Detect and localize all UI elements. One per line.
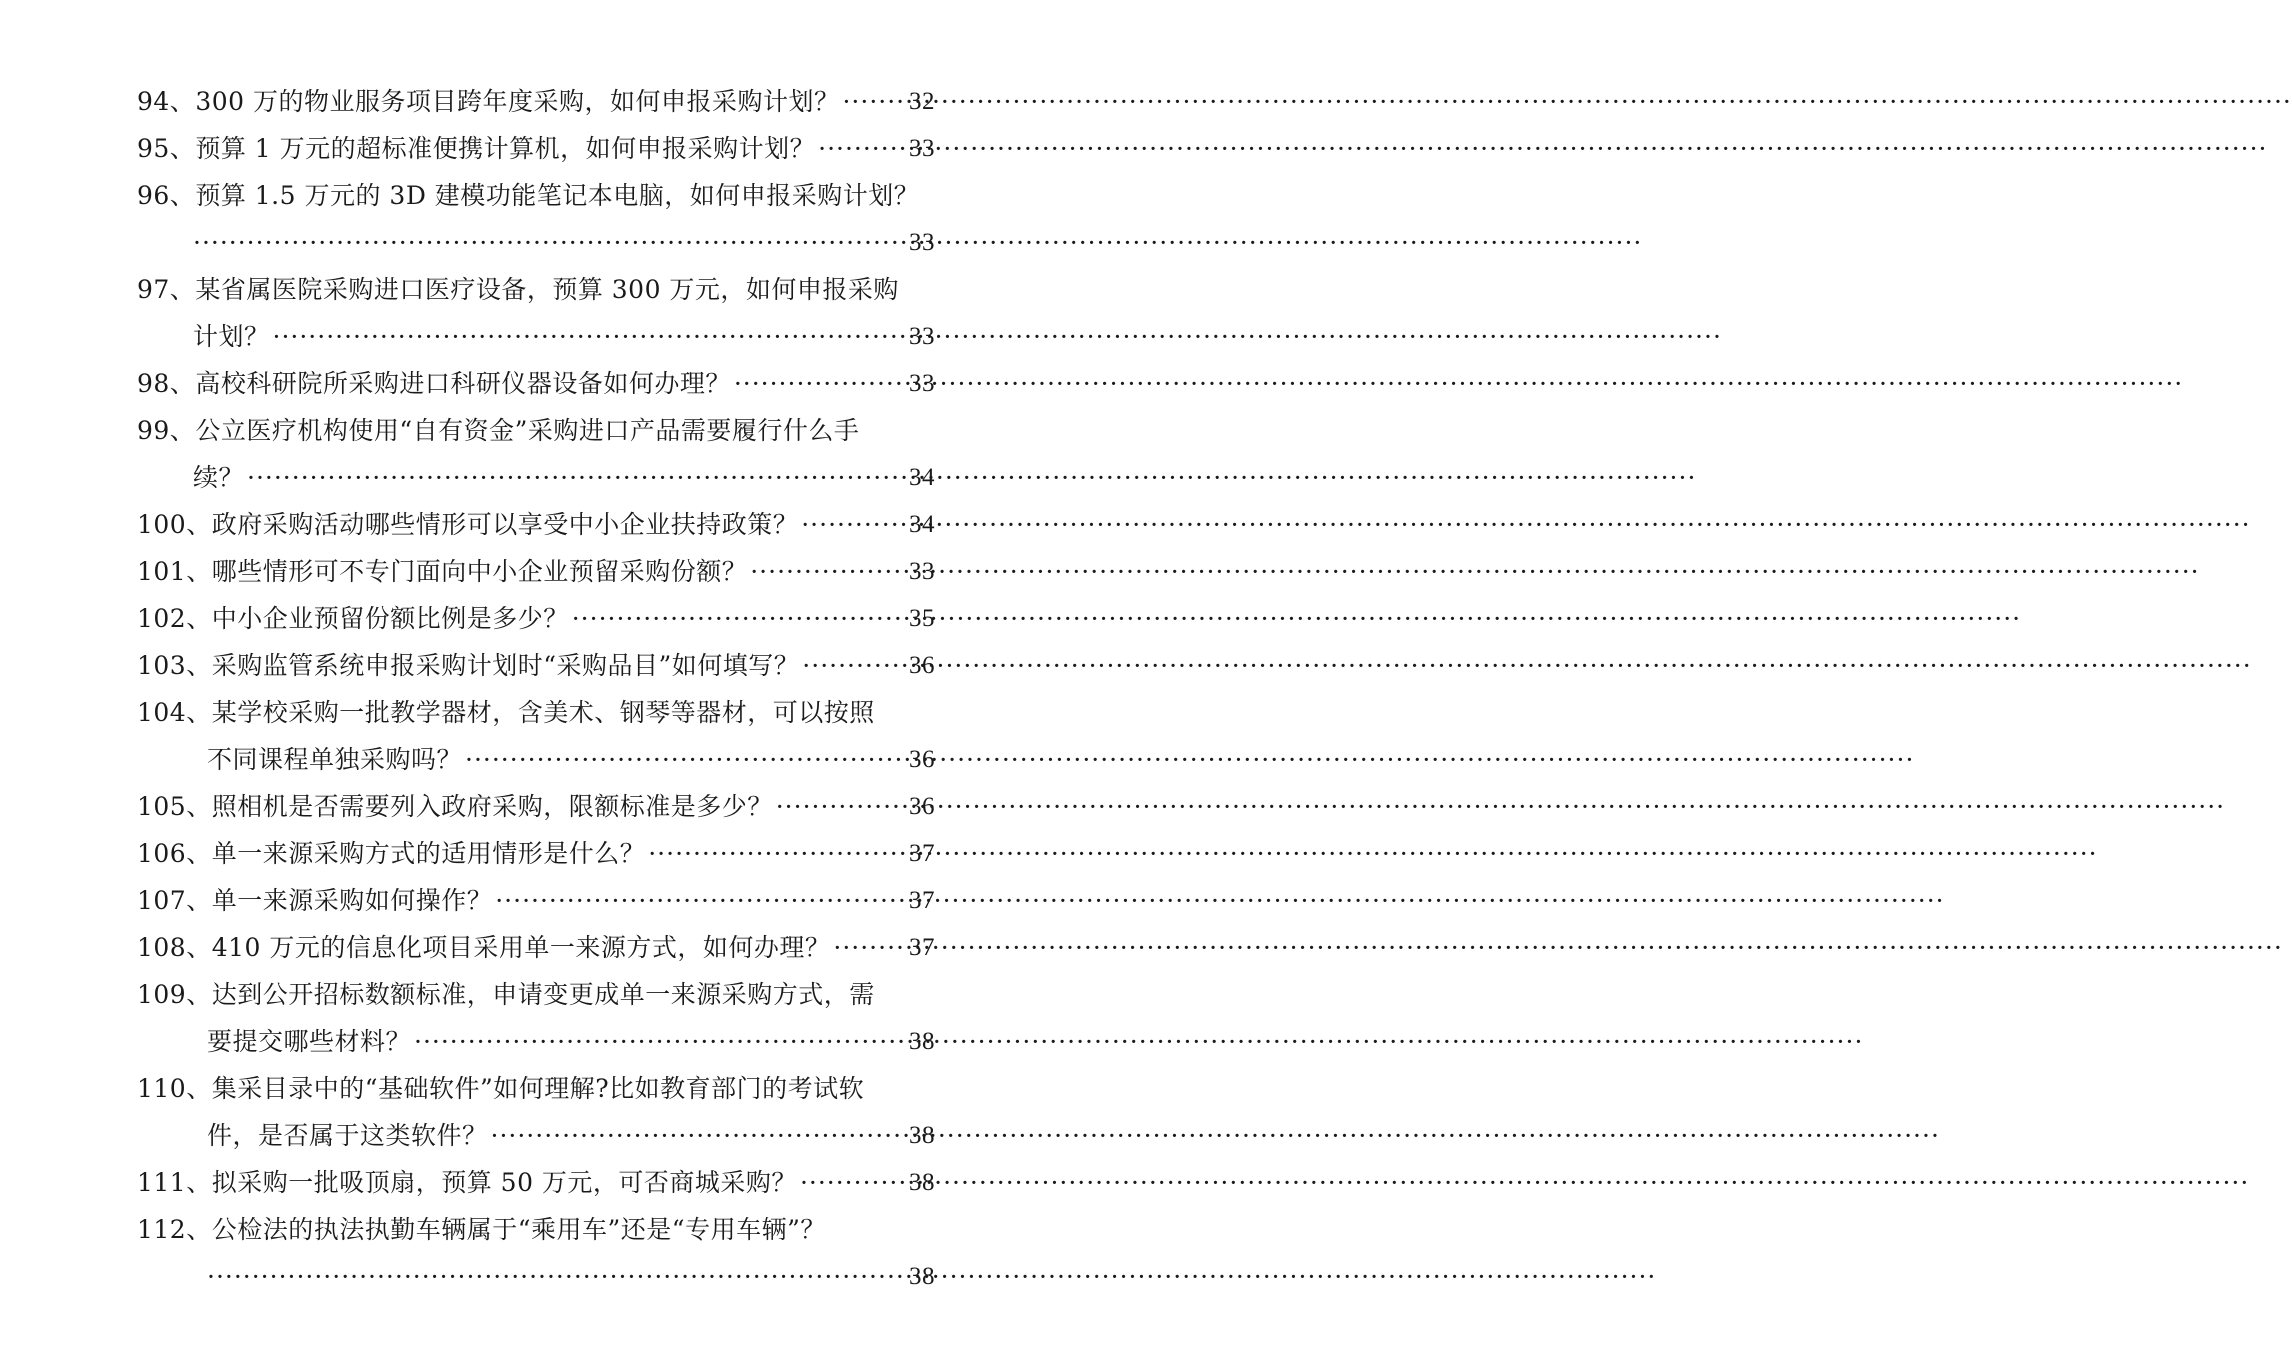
toc-page-number: 33 [909,370,935,397]
toc-number: 98、 [137,369,196,398]
toc-leader-dots [842,78,906,125]
toc-entry-97 [137,266,935,313]
toc-title: 预算 1.5 万元的 3D 建模功能笔记本电脑，如何申报采购计划？ [195,181,920,210]
toc-title: 达到公开招标数额标准，申请变更成单一来源采购方式，需 [211,980,875,1009]
toc-leader-dots [572,595,906,642]
toc-entry-108 [137,924,935,971]
toc-entry-98 [137,360,935,407]
toc-entry-96-continuation [137,219,935,266]
toc-entry-107 [137,877,935,924]
toc-entry-111 [137,1159,935,1206]
toc-page-number: 33 [909,135,935,162]
toc-number: 112、 [137,1215,212,1244]
toc-entry-97-continuation [137,313,935,360]
toc-page-number: 35 [909,605,935,632]
toc-leader-dots [273,313,906,360]
toc-entry-104-continuation [137,736,935,783]
toc-page-number: 36 [909,746,935,773]
toc-entry-95 [137,125,935,172]
toc-number: 94、 [137,87,196,116]
toc-number: 104、 [137,698,212,727]
toc-entry-104 [137,689,935,736]
toc-title: 集采目录中的“基础软件”如何理解?比如教育部门的考试软 [211,1074,865,1103]
document-page [0,0,1080,1371]
toc-title: 公立医疗机构使用“自有资金”采购进口产品需要履行什么手 [195,416,860,445]
toc-page-number: 33 [909,558,935,585]
toc-page-number: 37 [909,840,935,867]
toc-leader-dots [247,454,906,501]
toc-page-number: 38 [909,1263,935,1290]
toc-leader-dots [734,360,906,407]
toc-leader-dots [776,783,906,830]
toc-entry-106 [137,830,935,877]
toc-page-number: 37 [909,934,935,961]
toc-entry-109-continuation [137,1018,935,1065]
toc-title: 公检法的执法执勤车辆属于“乘用车”还是“专用车辆”？ [211,1215,826,1244]
toc-number: 110、 [137,1074,212,1103]
toc-title-continuation: 续？ [193,463,245,492]
toc-title: 410 万元的信息化项目采用单一来源方式，如何办理？ [211,933,831,962]
toc-entry-105 [137,783,935,830]
toc-leader-dots [495,877,906,924]
toc-title: 预算 1 万元的超标准便携计算机，如何申报采购计划？ [195,134,816,163]
toc-entry-103 [137,642,935,689]
toc-page-number: 34 [909,464,935,491]
toc-page-number: 38 [909,1028,935,1055]
toc-title: 单一来源采购如何操作？ [211,886,493,915]
toc-leader-dots [802,642,906,689]
toc-number: 103、 [137,651,212,680]
toc-title: 高校科研院所采购进口科研仪器设备如何办理？ [195,369,731,398]
toc-leader-dots [818,125,906,172]
toc-title-continuation: 件，是否属于这类软件？ [207,1121,488,1150]
toc-entry-110-continuation [137,1112,935,1159]
toc-leader-dots [465,736,906,783]
toc-page-number: 37 [909,887,935,914]
toc-entry-99 [137,407,935,454]
toc-leader-dots [207,1253,906,1300]
toc-entry-94 [137,78,935,125]
toc-leader-dots [193,219,906,266]
toc-number: 97、 [137,275,196,304]
toc-page-number: 33 [909,323,935,350]
toc-entry-99-continuation [137,454,935,501]
toc-number: 99、 [137,416,196,445]
toc-entry-112 [137,1206,935,1253]
table-of-contents [137,78,935,1300]
toc-leader-dots [750,548,906,595]
toc-leader-dots [414,1018,906,1065]
toc-title: 哪些情形可不专门面向中小企业预留采购份额？ [211,557,748,586]
toc-number: 109、 [137,980,212,1009]
toc-leader-dots [833,924,906,971]
toc-title: 采购监管系统申报采购计划时“采购品目”如何填写？ [211,651,800,680]
toc-entry-100 [137,501,935,548]
toc-number: 95、 [137,134,196,163]
toc-number: 102、 [137,604,212,633]
toc-page-number: 36 [909,793,935,820]
toc-number: 106、 [137,839,212,868]
toc-title-continuation: 不同课程单独采购吗？ [207,745,463,774]
toc-number: 108、 [137,933,212,962]
toc-number: 111、 [137,1168,212,1197]
toc-entry-96 [137,172,935,219]
toc-title: 300 万的物业服务项目跨年度采购，如何申报采购计划？ [195,87,840,116]
toc-page-number: 38 [909,1169,935,1196]
toc-title: 照相机是否需要列入政府采购，限额标准是多少？ [211,792,773,821]
toc-page-number: 38 [909,1122,935,1149]
toc-leader-dots [648,830,906,877]
toc-number: 105、 [137,792,212,821]
toc-page-number: 36 [909,652,935,679]
toc-leader-dots [800,1159,906,1206]
toc-page-number: 32 [909,88,935,115]
toc-leader-dots [801,501,906,548]
toc-title: 某学校采购一批教学器材，含美术、钢琴等器材，可以按照 [211,698,875,727]
toc-title: 政府采购活动哪些情形可以享受中小企业扶持政策？ [211,510,799,539]
toc-title: 某省属医院采购进口医疗设备，预算 300 万元，如何申报采购 [195,275,899,304]
toc-page-number: 33 [909,229,935,256]
toc-number: 107、 [137,886,212,915]
toc-title-continuation: 要提交哪些材料？ [207,1027,412,1056]
toc-entry-109 [137,971,935,1018]
toc-entry-112-continuation [137,1253,935,1300]
toc-entry-102 [137,595,935,642]
toc-number: 100、 [137,510,212,539]
toc-title: 拟采购一批吸顶扇，预算 50 万元，可否商城采购？ [211,1168,797,1197]
toc-page-number: 34 [909,511,935,538]
toc-number: 101、 [137,557,212,586]
toc-leader-dots [491,1112,906,1159]
toc-entry-110 [137,1065,935,1112]
toc-entry-101 [137,548,935,595]
toc-title-continuation: 计划？ [193,322,270,351]
toc-title: 中小企业预留份额比例是多少？ [211,604,569,633]
toc-number: 96、 [137,181,196,210]
toc-title: 单一来源采购方式的适用情形是什么？ [211,839,646,868]
